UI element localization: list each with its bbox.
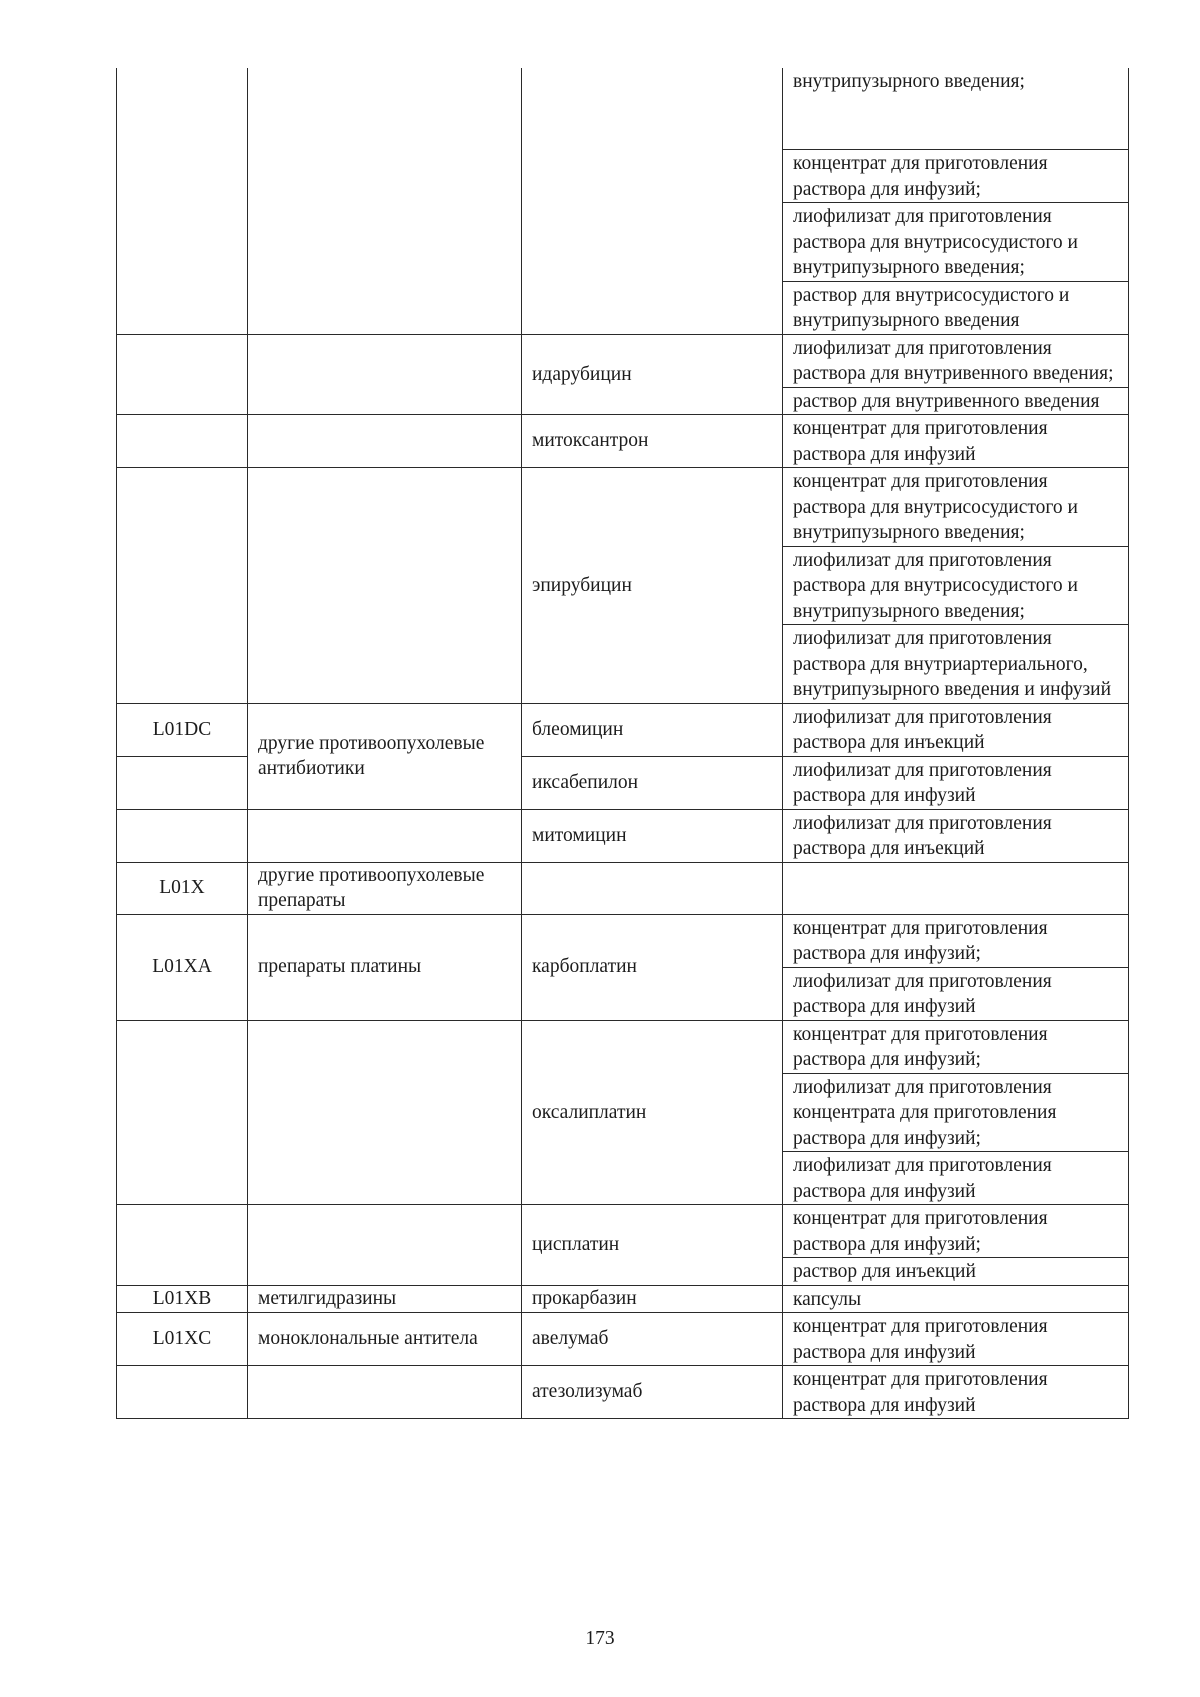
dosage-form-cell: лиофилизат для приготовления концентрата для приготовления раствора для инфузий; <box>783 1073 1129 1152</box>
drug-name-cell: блеомицин <box>522 703 783 756</box>
atc-code-cell <box>117 1366 248 1419</box>
dosage-form-cell: концентрат для приготовления раствора для инфузий; <box>783 150 1129 203</box>
dosage-form-cell: концентрат для приготовления раствора для инфузий <box>783 1313 1129 1366</box>
atc-code-cell <box>117 756 248 809</box>
atc-code-cell <box>117 1205 248 1286</box>
atc-code-cell <box>117 468 248 704</box>
atc-code-cell: L01XB <box>117 1285 248 1313</box>
dosage-form-cell: лиофилизат для приготовления раствора для инъекций <box>783 809 1129 862</box>
dosage-form-cell: раствор для инъекций <box>783 1258 1129 1286</box>
drug-name-cell: идарубицин <box>522 334 783 415</box>
group-name-cell <box>248 1205 522 1286</box>
group-name-cell: препараты платины <box>248 914 522 1020</box>
atc-code-cell: L01XA <box>117 914 248 1020</box>
dosage-form-cell: раствор для внутривенного введения <box>783 387 1129 415</box>
dosage-form-cell: лиофилизат для приготовления раствора для внутрисосудистого и внутрипузырного введения; <box>783 203 1129 282</box>
group-name-cell: другие противоопухолевые антибиотики <box>248 703 522 809</box>
group-name-cell <box>248 809 522 862</box>
group-name-cell <box>248 1366 522 1419</box>
atc-code-cell: L01X <box>117 862 248 914</box>
atc-code-cell <box>117 415 248 468</box>
group-name-cell <box>248 1020 522 1205</box>
drug-table <box>116 68 1129 1419</box>
drug-name-cell: митоксантрон <box>522 415 783 468</box>
dosage-form-cell: раствор для внутрисосудистого и внутрипузырного введения <box>783 281 1129 334</box>
drug-name-cell: атезолизумаб <box>522 1366 783 1419</box>
drug-name-cell: цисплатин <box>522 1205 783 1286</box>
group-name-cell: другие противоопухолевые препараты <box>248 862 522 914</box>
dosage-form-cell: лиофилизат для приготовления раствора для внутриартериального, внутрипузырного введения и инфузий <box>783 625 1129 704</box>
page-number: 173 <box>585 1628 615 1649</box>
dosage-form-cell: концентрат для приготовления раствора для инфузий <box>783 1366 1129 1419</box>
dosage-form-cell: лиофилизат для приготовления раствора для инфузий <box>783 756 1129 809</box>
atc-code-cell <box>117 809 248 862</box>
dosage-form-cell: лиофилизат для приготовления раствора для инфузий <box>783 1152 1129 1205</box>
drug-name-cell: оксалиплатин <box>522 1020 783 1205</box>
dosage-form-cell: концентрат для приготовления раствора для внутрисосудистого и внутрипузырного введения; <box>783 468 1129 547</box>
drug-name-cell: прокарбазин <box>522 1285 783 1313</box>
atc-code-cell: L01DC <box>117 703 248 756</box>
document-page <box>116 68 1128 1419</box>
drug-name-cell: иксабепилон <box>522 756 783 809</box>
dosage-form-cell: внутрипузырного введения; <box>783 68 1129 150</box>
dosage-form-cell: лиофилизат для приготовления раствора для инъекций <box>783 703 1129 756</box>
dosage-form-cell <box>783 862 1129 914</box>
atc-code-cell <box>117 1020 248 1205</box>
dosage-form-cell: концентрат для приготовления раствора для инфузий; <box>783 914 1129 967</box>
drug-name-cell: карбоплатин <box>522 914 783 1020</box>
drug-name-cell: авелумаб <box>522 1313 783 1366</box>
drug-name-cell <box>522 68 783 334</box>
group-name-cell <box>248 415 522 468</box>
group-name-cell <box>248 468 522 704</box>
atc-code-cell <box>117 68 248 334</box>
dosage-form-cell: концентрат для приготовления раствора для инфузий <box>783 415 1129 468</box>
group-name-cell <box>248 68 522 334</box>
group-name-cell: моноклональные антитела <box>248 1313 522 1366</box>
dosage-form-cell: лиофилизат для приготовления раствора для инфузий <box>783 967 1129 1020</box>
drug-name-cell: эпирубицин <box>522 468 783 704</box>
group-name-cell: метилгидразины <box>248 1285 522 1313</box>
dosage-form-cell: концентрат для приготовления раствора для инфузий; <box>783 1205 1129 1258</box>
group-name-cell <box>248 334 522 415</box>
dosage-form-cell: лиофилизат для приготовления раствора для внутривенного введения; <box>783 334 1129 387</box>
dosage-form-cell: лиофилизат для приготовления раствора для внутрисосудистого и внутрипузырного введения; <box>783 546 1129 625</box>
dosage-form-cell: капсулы <box>783 1285 1129 1313</box>
dosage-form-cell: концентрат для приготовления раствора для инфузий; <box>783 1020 1129 1073</box>
atc-code-cell: L01XC <box>117 1313 248 1366</box>
atc-code-cell <box>117 334 248 415</box>
drug-name-cell: митомицин <box>522 809 783 862</box>
drug-name-cell <box>522 862 783 914</box>
